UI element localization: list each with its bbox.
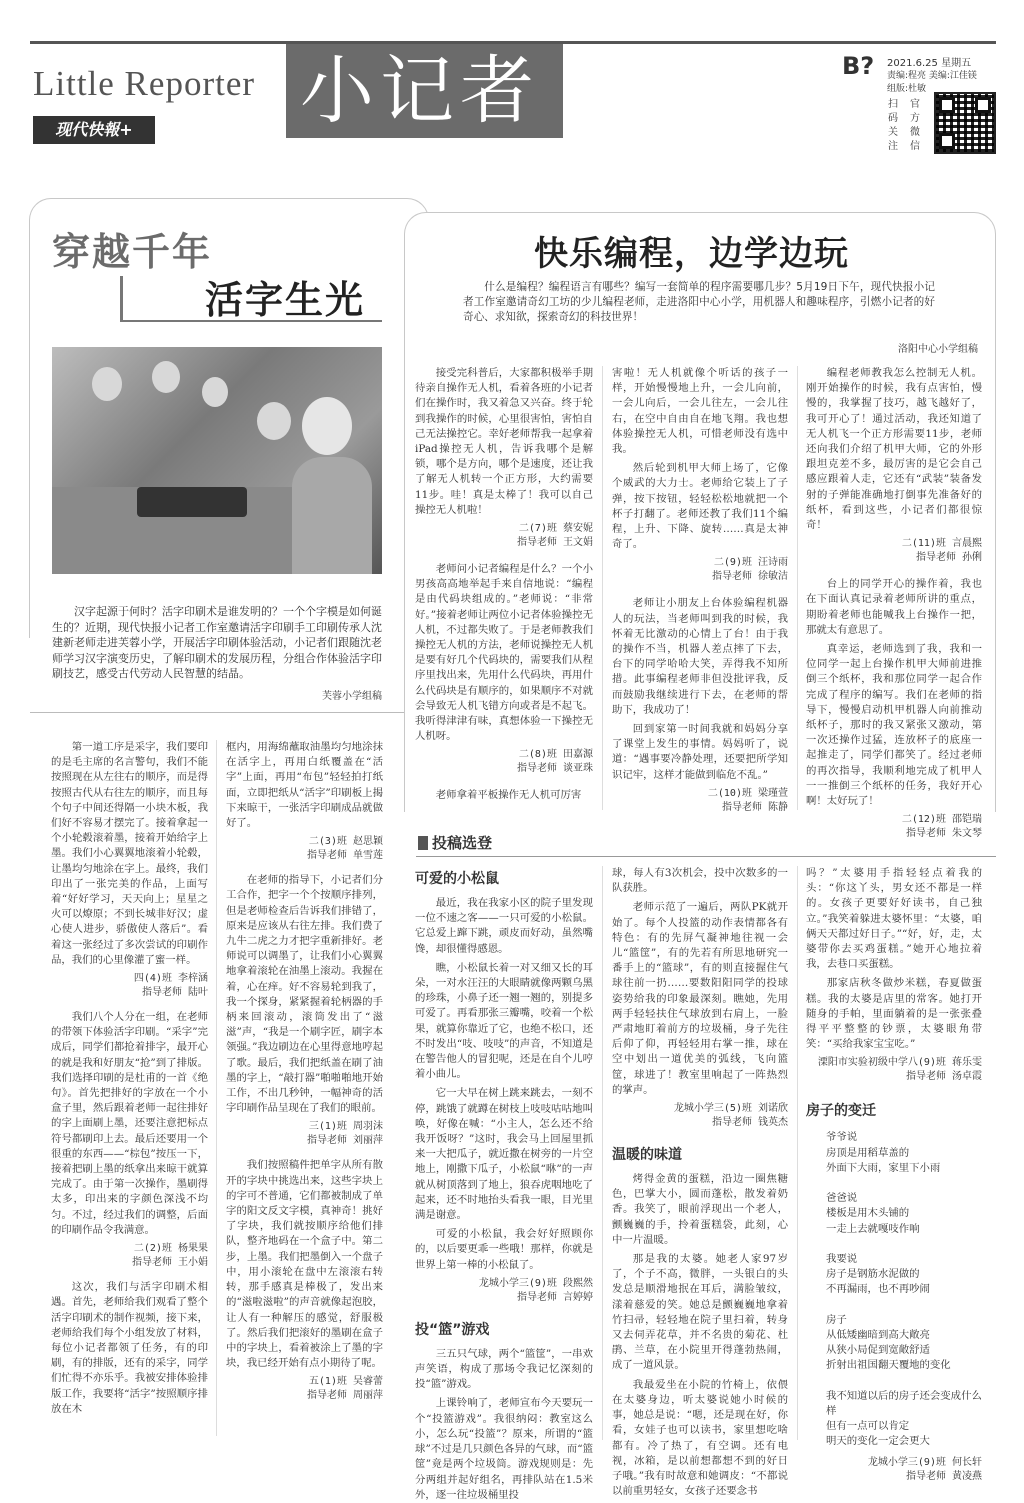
a1-sign-4-author: 三(1)班 周羽沫 — [308, 1121, 383, 1133]
a1-sign-1-author: 四(4)班 李梓涵 — [133, 973, 208, 985]
section-header-rule — [416, 856, 996, 857]
a1-c2-p3: 我们按照稿件把单字从所有散开的字块中挑选出来，这些字块上的字可不普通，它们都被制成了单字的阳文反文字模，真神奇！挑好了字块，我们就按顺序给他们排队，整齐地码在一个盒子中。第二步，上墨。我们把墨倒入一个盘子中，用小滚轮在盘中左滚滚右转转，那手感真是棒极了，发出来的“滋啦滋啦”的声音就像起泡胶，让人有一种解压的感觉，舒服极了。然后我们把滚好的墨刷在盒子中的字块上，看着被涂上了墨的字块，我已经开始有点小期待了呢。 — [226, 1159, 383, 1370]
house-sign — [806, 1456, 982, 1484]
a2-sign-4-teacher: 指导老师 谈亚珠 — [516, 763, 593, 775]
squirrel-p3: 它一大早在树上跳来跳去，一刻不停，跳饿了就蹲在树枝上吱吱咕咕地叫唤，好像在喊：“小主人，怎么还不给我开饭呀？”这时，我会马上回屋里抓来一大把瓜子，就近撒在树旁的一片空地上，刚撒下瓜子，小松鼠“咻”的一声就从树顶落到了地上，狼吞虎咽地吃了起来，还不时地抬头看我一眼，目光里满是谢意。 — [415, 1087, 593, 1222]
house-poem-line: 一走上去就嘎吱作响 — [826, 1222, 920, 1235]
photo-child-3 — [202, 377, 228, 407]
brand-logo: 现代快報+ — [33, 116, 155, 144]
a2-sign-2-teacher: 指导老师 徐敏洁 — [711, 571, 788, 583]
article2-column-3 — [806, 366, 982, 840]
a2-sign-3 — [806, 537, 982, 565]
a1-c1-p2: 我们八个人分在一组，在老师的带领下体验活字印刷。“采字”完成后，同学们都抢着排字，最开心的就是我和好朋友“抢”到了排版。我们选择印刷的是杜甫的一首《绝句》。首先把排好的字放在一个小盒子里，然后跟着老师一起往排好的字上面刷上墨，还要注意把标点符号都刷印上去。最后还要用一个很重的东西——“棕包”按压一下，接着把刷上墨的纸拿出来晾干就算完成了。由于第一次操作，墨刷得太多，印出来的字颜色深浅不均匀。不过，经过我们的调整，后面的印刷作品令我满意。 — [51, 1011, 208, 1236]
section-rule-1 — [602, 866, 603, 1440]
house-poem-line — [826, 1374, 982, 1389]
section-column-1 — [415, 866, 593, 1501]
page-title: 小记者 — [300, 48, 540, 134]
article1-lead-text: 汉字起源于何时？活字印刷术是谁发明的？一个个字模是如何诞生的？近期，现代快报小记者工作室邀请活字印刷手工印刷传承人沈建新老师走进芙蓉小学，开展活字印刷体验活动，小记者们跟随沈老师学习汉字演变历史，了解印刷术的发展历程，分组合作体验活字印刷技艺，感受古代劳动人民智慧的结晶。 — [52, 605, 382, 681]
a2-p3: 编程老师教我怎么控制无人机。刚开始操作的时候，我有点害怕，慢慢的，我掌握了技巧，越飞越好了，我可开心了！通过活动，我还知道了无人机飞一个正方形需要11步，老师还向我们介绍了机甲大师，它的外形跟坦克差不多，最厉害的是它会自己感应跟着人走，它还有“武装”装备发射的子弹能准确地打倒事先准备好的纸杯，看到这些，小记者们都很惊奇！ — [806, 367, 982, 532]
house-poem-line: 明天的变化一定会更大 — [826, 1435, 930, 1448]
house-poem-line — [826, 1237, 982, 1252]
house-poem-line: 房顶是用稻草盖的 — [826, 1146, 910, 1159]
photo-caption: 老师拿着平板操作无人机可厉害 — [435, 789, 582, 802]
article2-column-2 — [612, 366, 788, 812]
article2-rule-1 — [602, 366, 603, 810]
qr-finder-bl — [939, 133, 955, 149]
a2-sign-6-author: 二(12)班 邵铠瑞 — [901, 814, 982, 826]
warm-p4: 吗？”太婆用手指轻轻点着我的头：“你这丫头，男女还不都是一样的。女孩子更要好好读书，自己独立。”我笑着躲进太婆怀里：“太婆，咱俩天天都过好日子。”“好，好，走，太婆带你去买鸡蛋糕。”她开心地拉着我，去巷口买蛋糕。 — [806, 867, 982, 971]
article1-title-bracket — [120, 276, 123, 320]
warm-sign-teacher: 指导老师 汤卓霞 — [905, 1071, 982, 1083]
page-number: B? — [842, 52, 875, 80]
basket-sign-teacher: 指导老师 钱英杰 — [711, 1117, 788, 1129]
article1-lead — [52, 604, 382, 682]
a1-sign-1-teacher: 指导老师 陆叶 — [141, 987, 208, 999]
warm-title: 温暖的味道 — [612, 1147, 682, 1164]
photo-ink-tray — [137, 487, 247, 517]
house-poem-line: 我不知道以后的房子还会变成什么样 — [826, 1389, 982, 1418]
house-sign-teacher: 指导老师 黄凌燕 — [905, 1470, 982, 1482]
a2-p2: 害啦！无人机就像个听话的孩子一样，开始慢慢地上升，一会儿向前，一会儿向后，一会儿往左，一会儿往右，在空中自由自在地飞翔。我也想体验操控无人机，可惜老师没有选中我。 — [612, 367, 788, 456]
a1-c1-p1: 第一道工序是采字，我们要印的是毛主席的名言警句，我们不能按照现在从左往右的顺序，而是得按照古代从右往左的顺序，而且每个句子中间还得隔一小块木板，我们好不容易才摆完了。接着拿起一个小轮毂滚着墨，接着开始给字上墨。我们小心翼翼地滚着小轮毂，让墨均匀地涂在字上。最终，我们印出了一张完美的作品，上面写着“好好学习，天天向上；星星之火可以燎原；不到长城非好汉；虚心使人进步，骄傲使人落后”。看着这一张经过了多次尝试的印刷作品，我们的心里像灌了蜜一样。 — [51, 741, 208, 966]
house-poem-line — [826, 1298, 982, 1313]
photo-child-5 — [302, 397, 352, 455]
section-header: 投稿选登 — [432, 834, 493, 852]
article2-column-1 — [415, 366, 593, 812]
house-poem-line: 我要说 — [826, 1253, 858, 1266]
photo-child-1 — [92, 367, 122, 401]
a1-sign-5-teacher: 指导老师 周丽萍 — [306, 1390, 383, 1402]
basket-p3: 球，每人有3次机会，投中次数多的一队获胜。 — [612, 867, 788, 895]
article1-title-line2: 活字生光 — [205, 278, 366, 322]
house-poem-line — [826, 1176, 982, 1191]
a1-sign-1 — [51, 972, 208, 1000]
qr-finder-tl — [939, 97, 955, 113]
house-poem-line: 从低矮幽暗到高大敞亮 — [826, 1329, 930, 1342]
warm-p1: 烤得金黄的蛋糕，沿边一圈焦糖色，巴掌大小，圆而蓬松，散发着奶香。我笑了，眼前浮现出一个老人，颤巍巍的手，拎着蛋糕袋，此刻，心中一片温暖。 — [612, 1173, 788, 1246]
a2-sign-5-teacher: 指导老师 陈静 — [721, 801, 788, 813]
issue-date: 2021.6.25 星期五 — [887, 58, 972, 69]
a1-sign-4-teacher: 指导老师 刘丽萍 — [306, 1135, 383, 1147]
editors: 责编:程亮 美编:江佳镁 — [887, 71, 977, 81]
a2-sign-6-teacher: 指导老师 朱文琴 — [905, 828, 982, 840]
a1-sign-2-author: 二(2)班 杨果果 — [133, 1243, 208, 1255]
a2-sign-4 — [415, 748, 593, 776]
house-poem — [806, 1130, 982, 1449]
warm-p2: 那是我的太婆。她老人家97岁了，个子不高，微胖，一头银白的头发总是顺滑地抿在耳后，满脸皱纹，漾着慈爱的笑。她总是颤巍巍地拿着竹扫帚，轻轻地在院子里扫着，转身又去伺弄花草，并不名贵的菊花、杜鹃、兰草，在小院里开得蓬勃热闹，成了一道风景。 — [612, 1253, 788, 1372]
a1-sign-5-author: 五(1)班 吴睿蕾 — [308, 1376, 383, 1388]
a2-sign-2 — [612, 556, 788, 584]
squirrel-sign-author: 龙城小学三(9)班 段熙然 — [478, 1277, 593, 1289]
a2-sign-3-author: 二(11)班 言晨熙 — [901, 538, 982, 550]
section-rule-2 — [797, 866, 798, 1440]
article1-column-rule — [216, 740, 217, 1436]
brand-english: Little Reporter — [33, 64, 256, 103]
photo-child-2 — [152, 361, 180, 393]
a2-sign-5 — [612, 787, 788, 815]
a2-sign-3-teacher: 指导老师 孙俐 — [915, 552, 982, 564]
a2-p4: 老师问小记者编程是什么？一个小男孩高高地举起手来自信地说：“编程是由代码块组成的。”老师说：“非常好。”接着老师让两位小记者体验操控无人机，不过都失败了。于是老师教我们操控无人机的方法，老师说操控无人机是要有好几个代码块的，需要我们从程序里找出来，先用什么代码块，再用什么代码块是有顺序的，如果顺序不对就会导致无人机飞错方向或者是不起飞。我听得津津有味，真想体验一下操控无人机呀。 — [415, 563, 593, 743]
a1-c1-p3: 这次，我们与活字印刷术相遇。首先，老师给我们观看了整个活字印刷术的制作视频，接下来，老师给我们每个小组发放了材料，每位小记者都领了任务，有的印刷，有的排版，还有的采字，同学们忙得不亦乐乎。我被安排体验排版工作，我要将“活字”按照顺序排放在木 — [51, 1281, 208, 1415]
basket-sign — [612, 1102, 788, 1130]
a2-sign-5-author: 二(10)班 梁瑾萱 — [707, 787, 788, 799]
warm-p5: 那家店秋冬做炒米糕，春夏做蛋糕。我的太婆是店里的常客。她打开随身的手帕，里面躺着的是一张张叠得平平整整的钞票，太婆眼角带笑：“买给我家宝宝吃。” — [806, 977, 982, 1051]
house-poem-line: 楼板是用木头铺的 — [826, 1207, 910, 1220]
squirrel-title: 可爱的小松鼠 — [415, 871, 499, 887]
basket-sign-author: 龙城小学三(5)班 刘诺欣 — [673, 1103, 788, 1115]
house-poem-line: 但有一点可以肯定 — [826, 1420, 910, 1433]
a2-sign-6 — [806, 813, 982, 841]
warm-p3: 我最爱坐在小院的竹椅上，依偎在太婆身边，听太婆说她小时候的事，她总是说：“嗯，还是现在好，你看，女娃子也可以读书，家里想吃啥都有。冷了热了，有空调。还有电视，冰箱，是以前想都想不到的好日子哦。”我有时故意和她调皮：“不都说以前重男轻女，女孩子还要念书 — [612, 1378, 788, 1498]
article1-org: 芙蓉小学组稿 — [322, 691, 382, 702]
squirrel-sign-teacher: 指导老师 言婷婷 — [516, 1291, 593, 1303]
a2-sign-4-author: 二(8)班 田嘉源 — [518, 749, 593, 761]
a2-sign-2-author: 二(9)班 汪诗雨 — [713, 557, 788, 569]
a2-p6b: 真幸运，老师选到了我，我和一位同学一起上台操作机甲大师前进推倒三个纸杯，我和那位同学一起合作完成了程序的编写。我们在老师的指导下，慢慢启动机甲机器人向前推动纸杯子，那时的我又紧张又激动，第一次还操作过猛，连放杯子的底座一起推走了，同学们都笑了。经过老师的再次指导，我顺利地完成了机甲人一一推倒三个纸杯的任务，我好开心啊！太好玩了！ — [806, 643, 982, 808]
warm-sign-author: 溧阳市实验初级中学八(9)班 蒋乐雯 — [817, 1057, 982, 1069]
article1-title-line1: 穿越千年 — [52, 230, 213, 274]
article2-org: 洛阳中心小学组稿 — [898, 344, 978, 355]
article2-title: 快乐编程，边学边玩 — [534, 234, 849, 274]
squirrel-sign — [415, 1277, 593, 1305]
house-poem-line: 房子 — [826, 1313, 847, 1326]
photo-child-body — [292, 457, 372, 574]
house-poem-line: 外面下大雨，家里下小雨 — [826, 1161, 941, 1174]
section-column-3 — [806, 866, 982, 1482]
section-marker — [418, 836, 428, 850]
house-poem-line: 从狭小局促到宽敞舒适 — [826, 1344, 930, 1357]
a2-sign-1 — [415, 522, 593, 550]
basket-title: 投“篮”游戏 — [415, 1321, 490, 1338]
a2-sign-1-teacher: 指导老师 王文娟 — [516, 537, 593, 549]
house-poem-line: 不再漏雨，也不再吵闹 — [826, 1283, 930, 1296]
house-poem-line: 房子是钢筋水泥做的 — [826, 1268, 920, 1281]
basket-p4: 老师示范了一遍后，两队PK就开始了。每个人投篮的动作表情都各有特色：有的先屏气凝神地往视一会儿“篮筐”，有的先若有所思地研究一番手上的“篮球”，有的则直接握住气球往前一扔……要数阳阳同学的投球姿势给我的印象最深刻。瞧她，先用两手轻轻扶住气球放到右肩上，一脸严肃地盯着前方的垃圾桶，身子先往后仰了仰，再轻轻用右掌一推，球在空中划出一道优美的弧线，飞向篮筐，球进了！教室里响起了一阵热烈的掌声。 — [612, 901, 788, 1096]
a2-p5b: 回到家第一时间我就和妈妈分享了课堂上发生的事情。妈妈听了，说道：“遇事要冷静处理，还要把所学知识记牢，这样才能做到临危不乱。” — [612, 723, 788, 781]
a1-sign-4 — [226, 1120, 383, 1148]
a2-p5: 老师让小朋友上台体验编程机器人的玩法，当老师叫到我的时候，我怀着无比激动的心情上了台！由于我的操作不当，机器人差点摔了下去，台下的同学哈哈大笑，弄得我不知所措。此事编程老师非但没批评我，反而鼓励我继续进行下去，在老师的帮助下，我成功了！ — [612, 597, 788, 716]
qr-code[interactable] — [934, 92, 996, 154]
squirrel-p2: 瞧，小松鼠长着一对又细又长的耳朵，一对水汪汪的大眼睛就像两颗乌黑的珍珠，小鼻子还一翘一翘的，别提多可爱了。再看那张三瓣嘴，咬着一个松果，就算你靠近了它，也绝不松口，还不时发出“吱、吱吱”的声音，不知道是在警告他人的冒犯呢，还是在自个儿哼着小曲儿。 — [415, 961, 593, 1081]
a1-c2-p1: 框内，用海绵蘸取油墨均匀地涂抹在活字上，再用白纸覆盖在“活字”上面，再用“布包”轻轻拍打纸面，立即把纸从“活字”印刷板上揭下来晾干，一张活字印刷成品就做好了。 — [226, 741, 383, 830]
a1-sign-2 — [51, 1242, 208, 1270]
a1-sign-2-teacher: 指导老师 王小娟 — [131, 1257, 208, 1269]
a1-sign-3-teacher: 指导老师 单雪莲 — [306, 850, 383, 862]
basket-p1: 三五只气球，两个“篮筐”，一串欢声笑语，构成了那场令我记忆深刻的投“篮”游戏。 — [415, 1347, 593, 1391]
a1-sign-3-author: 二(3)班 赵思颖 — [308, 836, 383, 848]
article1-divider — [30, 712, 430, 713]
a2-p2b: 然后轮到机甲大师上场了，它像个威武的大力士。老师给它装上了子弹，按下按钮，轻轻松松地就把一个杯子打翻了。老师还教了我们11个编程，上升、下降、旋转……真是太神奇了。 — [612, 462, 788, 551]
house-poem-line: 爸爸说 — [826, 1192, 858, 1205]
article1-column-1 — [51, 740, 208, 1440]
squirrel-p4: 可爱的小松鼠，我会好好照顾你的，以后要更乖一些哦！那样，你就是世界上第一棒的小松鼠了。 — [415, 1228, 593, 1271]
article2-rule-2 — [797, 366, 798, 810]
article1-photo-children-printing — [52, 347, 382, 574]
a1-sign-3 — [226, 835, 383, 863]
basket-p2: 上课铃响了，老师宣布今天要玩一个“投篮游戏”。我很纳闷：教室这么小，怎么玩“投篮”？原来，所谓的“篮球”不过是几只颜色各异的气球，而“篮筐”竟是两个垃圾筒。游戏规则是：先分两组并起好组名，再排队站在1.5米外，逐一往垃圾桶里投 — [415, 1397, 593, 1501]
a2-p1: 接受完科普后，大家都积极举手期待亲自操作无人机，看着各班的小记者们在操作时，我又着急又兴奋。终于轮到我操作的时候，心里很害怕，害怕自己无法操控它。幸好老师帮我一起拿着iPad操控无人机，告诉我哪个是解锁，哪个是方向，哪个是速度，还让我了解无人机转一个正方形，大约需要11步。哇！真是太棒了！我可以自己操控无人机啦！ — [415, 367, 593, 516]
house-sign-author: 龙城小学三(9)班 何长轩 — [867, 1456, 982, 1468]
house-title: 房子的变迁 — [806, 1103, 876, 1120]
squirrel-p1: 最近，我在我家小区的院子里发现一位不速之客——一只可爱的小松鼠。它总爱上蹿下跳，顽皮而好动，虽然嘴馋，却很懂得感恩。 — [415, 897, 593, 955]
article2-lead — [463, 280, 935, 324]
layout-credit: 组版:杜敏 — [887, 84, 927, 94]
article1-column-2 — [226, 740, 383, 1440]
section-column-2 — [612, 866, 788, 1498]
qr-caption-left: 扫码关注 — [888, 99, 898, 152]
house-poem-line: 折射出祖国翻天覆地的变化 — [826, 1359, 951, 1372]
warm-sign — [806, 1056, 982, 1084]
qr-finder-tr — [975, 97, 991, 113]
a2-p6: 台上的同学开心的操作着，我也在下面认真记录着老师所讲的重点，期盼着老师也能喊我上台操作一把，那就太有意思了。 — [806, 578, 982, 636]
photo-child-4 — [257, 402, 291, 440]
article2-lead-text: 什么是编程？编程语言有哪些？编写一套简单的程序需要哪几步？5月19日下午，现代快报小记者工作室邀请奇幻工坊的少儿编程老师，走进洛阳中心小学，用机器人和趣味程序，引燃小记者的好奇心、求知欲，探索奇幻的科技世界！ — [463, 281, 935, 323]
qr-caption-right: 官方微信 — [910, 99, 920, 152]
a2-sign-1-author: 二(7)班 蔡安妮 — [518, 523, 593, 535]
house-poem-line: 爷爷说 — [826, 1131, 858, 1144]
a1-sign-5 — [226, 1375, 383, 1403]
a1-c2-p2: 在老师的指导下，小记者们分工合作，把字一个个按顺序排列，但是老师检查后告诉我们排错了，原来是应该从右往左排。我们费了九牛二虎之力才把字重新排好。老师说可以调墨了，让我们小心翼翼地拿着滚轮在油墨上滚动。我握在着，心在痒。好不容易轮到我了，我一个探身，紧紧握着轮柄器的手柄来回滚动，滚筒发出了“滋滋”声，“我是一个刷字匠，刷字本领强。”我边刷边在心里得意地哼起了歌。最后，我们把纸盖在刷了油墨的字上，“敲打器”啪啪啪地开始工作，不出几秒钟，一幅神奇的活字印刷作品呈现在了我们的眼前。 — [226, 874, 383, 1115]
